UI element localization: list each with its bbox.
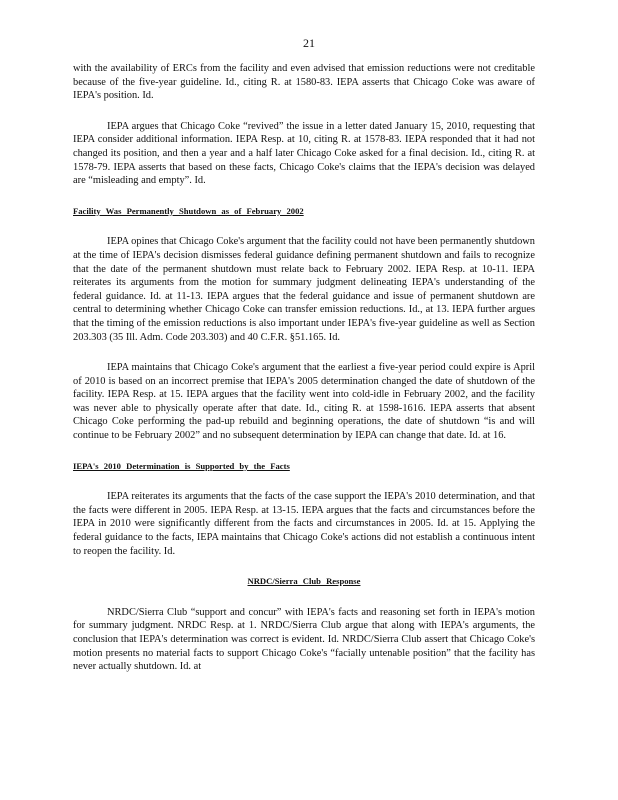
paragraph-continuation: with the availability of ERCs from the facility and even advised that emission reductions were not creditable because of the five-year guideline. Id., citing R. at 1580-83. IEPA asserts that Chicago Coke was aware of IEPA's position. Id. [73, 63, 535, 102]
paragraph-revived: IEPA argues that Chicago Coke “revived” the issue in a letter dated January 15, 2010, requesting that IEPA consider additional information. IEPA Resp. at 10, citing R. at 1578-83. IEPA responded that it had not changed its position, and then a year and a half later Chicago Coke asked for a final decision. Id., citing R. at 1578-79. IEPA asserts that based on these facts, Chicago Coke's claims that the IEPA's decision was delayed are “misleading and empty”. Id. [73, 120, 535, 187]
page-number: 21 [303, 36, 315, 50]
paragraph-facts-support: IEPA reiterates its arguments that the facts of the case support the IEPA's 2010 determination, and that the facts were different in 2005. IEPA Resp. at 13-15. IEPA argues that the facts and circumstances before the IEPA in 2010 were significantly different from the facts and circumstances in 2005. Id. at 15. Applying the federal guidance to the facts, IEPA maintains that Chicago Coke's actions did not establish a continuous intent to reopen the facility. Id. [73, 491, 535, 557]
paragraph-nrdc-response: NRDC/Sierra Club “support and concur” with IEPA's facts and reasoning set forth in IEPA's motion for summary judgment. NRDC Resp. at 1. NRDC/Sierra Club argue that along with IEPA's arguments, the conclusion that IEPA's determination was correct is evident. Id. NRDC/Sierra Club assert that Chicago Coke's motion presents no material facts to support Chicago Coke's “facially untenable position” that the facility has never actually shutdown. Id. at [73, 606, 535, 673]
paragraph-five-year-period: IEPA maintains that Chicago Coke's argument that the earliest a five-year period could expire is April of 2010 is based on an incorrect premise that IEPA's 2005 determination changed the date of shutdown of the facility. IEPA Resp. at 15. IEPA argues that the facility went into cold-idle in February 2002, and the facility was never able to physically operate after that date. Id., citing R. at 1598-1616. IEPA asserts that absent Chicago Coke performing the pad-up rebuild and beginning operations, the date of shutdown “is and will continue to be February 2002” and no subsequent determination by IEPA can change that date. Id. at 16. [73, 362, 535, 442]
section-heading-permanent-shutdown: Facility Was Permanently Shutdown as of February 2002 [73, 205, 304, 216]
document-body [73, 62, 535, 691]
paragraph-federal-guidance: IEPA opines that Chicago Coke's argument that the facility could not have been permanently shutdown at the time of IEPA's decision dismisses federal guidance defining permanent shutdown and fails to recognize that the date of the permanent shutdown must relate back to February 2002. IEPA Resp. at 10-11. IEPA reiterates its arguments from the motion for summary judgment delineating IEPA's understanding of the federal guidance. Id. at 11-13. IEPA argues that the federal guidance and issue of permanent shutdown are central to determining whether Chicago Coke can transfer emission reductions. Id., at 13. IEPA further argues that the timing of the emission reductions is also important under IEPA's five-year guideline as well as Section 203.303 (35 Ill. Adm. Code 203.303) and 40 C.F.R. §51.165. Id. [73, 236, 535, 343]
section-heading-nrdc-response: NRDC/Sierra Club Response [247, 576, 361, 587]
section-heading-2010-determination: IEPA's 2010 Determination is Supported by the Facts [73, 460, 290, 471]
